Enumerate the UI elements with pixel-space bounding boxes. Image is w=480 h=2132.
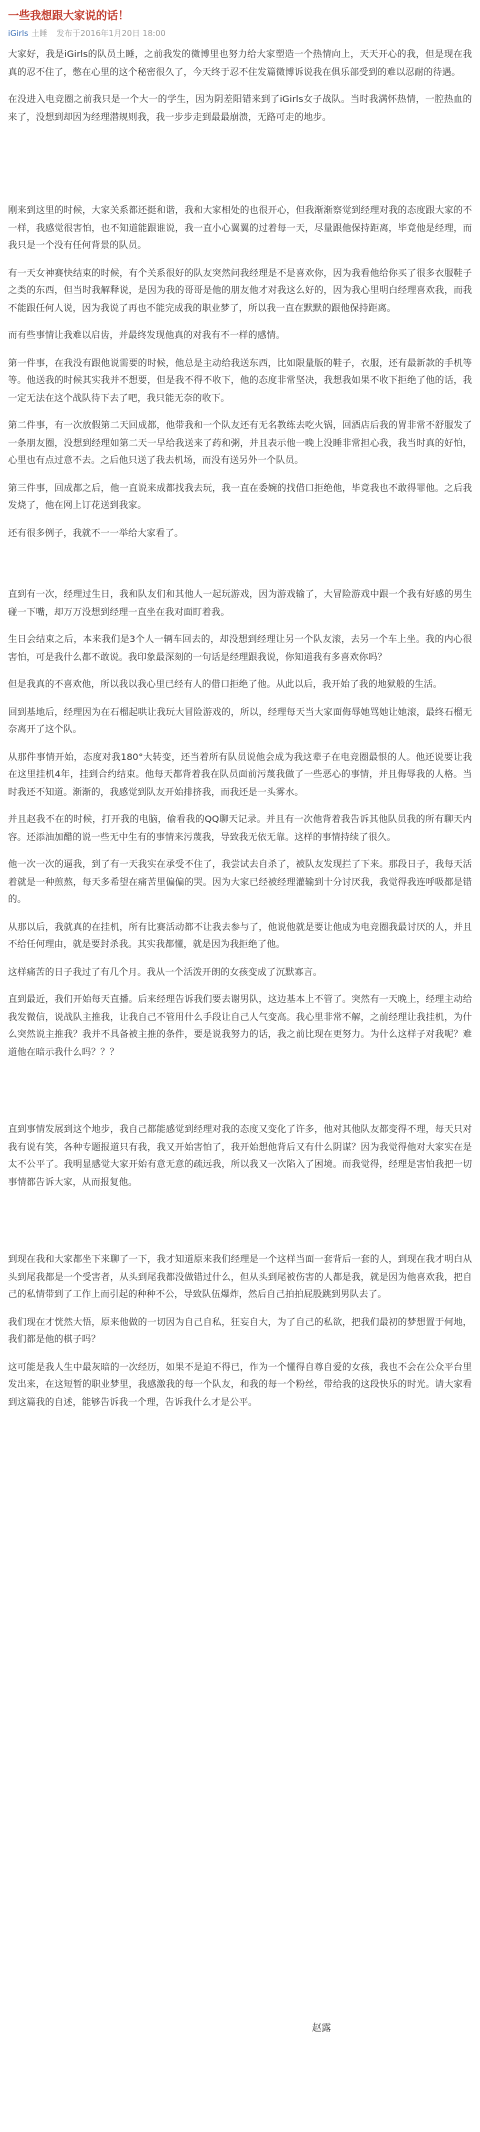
- publish-date: 发布于2016年1月20日 18:00: [56, 29, 166, 38]
- paragraph: 在没进入电竞圈之前我只是一个大一的学生，因为阴差阳错来到了iGirls女子战队。当时我满怀热情，一腔热血的来了，没想到却因为经理潜规则我，我一步步走到最最崩溃，无路可走的地步。: [8, 94, 472, 123]
- paragraph: 这可能是我人生中最灰暗的一次经历，如果不是迫不得已，作为一个懂得自尊自爱的女孩，我也不会在公众平台里发出来，在这短暂的职业梦里，我感激我的每一个队友，和我的每一个粉丝，带给我的这段快乐的时光。请大家看到这篇我的自述，能够告诉我一个理，告诉我什么才是公平。: [8, 1361, 472, 1408]
- article-body: [8, 46, 472, 1411]
- paragraph: 回到基地后，经理因为在石榴起哄让我玩大冒险游戏的，所以，经理每天当大家面侮辱她骂她让她滚，最终石榴无奈离开了这个队。: [8, 706, 472, 735]
- paragraph: 有一天女神赛快结束的时候，有个关系很好的队友突然问我经理是不是喜欢你，因为我看他给你买了很多衣服鞋子之类的东西，但当时我解释说，是因为我的哥哥是他的朋友他才对我这么好的，因为我心里明白经理喜欢我，而我不能跟任何人说，因为我说了再也不能完成我的职业梦了，所以我一直在默默的跟他保持距离。: [8, 267, 472, 314]
- paragraph: 大家好，我是iGirls的队员土睡，之前我发的微博里也努力给大家塑造一个热情向上，天天开心的我，但是现在我真的忍不住了，憋在心里的这个秘密很久了，今天终于忍不住发篇微博诉说我在俱乐部受到的难以忍耐的待遇。: [8, 49, 472, 78]
- paragraph: 他一次一次的逼我，到了有一天我实在承受不住了，我尝试去自杀了，被队友发现拦了下来。那段日子，我每天活着就是一种煎熬，每天多希望在痛苦里偏偏的哭。因为大家已经被经理灌输到十分讨厌我，我觉得我连呼吸都是错的。: [8, 859, 472, 905]
- paragraph: 这样痛苦的日子我过了有几个月。我从一个活泼开朗的女孩变成了沉默寡言。: [8, 966, 323, 978]
- signature: 赵露: [312, 2023, 332, 2034]
- paragraph: 生日会结束之后，本来我们是3个人一辆车回去的，却没想到经理让另一个队友滚，去另一个车上坐。我的内心很害怕，可是我什么都不敢说。我印象最深刻的一句话是经理跟我说，你知道我有多喜欢你吗？: [8, 634, 472, 663]
- paragraph: 第三件事，回成都之后，他一直说来成都找我去玩，我一直在委婉的找借口拒绝他，毕竟我也不敢得罪他。之后我发烧了，他在网上订花送到我家。: [8, 482, 472, 511]
- paragraph: 第二件事，有一次放假第二天回成都，他带我和一个队友还有无名教练去吃火锅，回酒店后我的胃非常不舒服发了一条朋友圈，没想到经理如第二天一早给我送来了药和粥，并且表示他一晚上没睡非常担心我，我当时真的好怕，心里也有点过意不去。之后他只送了我去机场，而没有送另外一个队员。: [8, 420, 472, 466]
- paragraph: 刚来到这里的时候，大家关系都还挺和谐，我和大家相处的也很开心，但我渐渐察觉到经理对我的态度跟大家的不一样，我感觉很害怕，也不知道能跟谁说，我一直小心翼翼的过着每一天，尽量跟他保持距离，毕竟他是经理，而我只是一个没有任何背景的队员。: [8, 205, 472, 251]
- paragraph: 从那以后，我就真的在挂机，所有比赛活动都不让我去参与了，他说他就是要让他成为电竞圈我最讨厌的人，并且不给任何理由，就是要封杀我。其实我都懂，就是因为我拒绝了他。: [8, 921, 472, 950]
- paragraph: 第一件事，在我没有跟他说需要的时候，他总是主动给我送东西，比如限量版的鞋子，衣服，还有最新款的手机等等。他送我的时候其实我并不想要，但是我不得不收下，他的态度非常坚决，我想我如果不收下拒绝了他的话，我一定无法在这个战队待下去了吧，我只能无奈的收下。: [8, 357, 472, 404]
- paragraph: 还有很多例子，我就不一一举给大家看了。: [8, 527, 184, 539]
- paragraph: 直到有一次，经理过生日，我和队友们和其他人一起玩游戏，因为游戏输了，大冒险游戏中跟一个我有好感的男生碰一下嘴，却万万没想到经理一直坐在我对面盯着我。: [8, 589, 472, 618]
- paragraph: 直到事情发展到这个地步，我自己都能感觉到经理对我的态度又变化了许多，他对其他队友都变得不理，每天只对我有说有笑，各种专题报道只有我，我又开始害怕了，我开始想他背后又有什么阴谋？因为我觉得他对大家实在是太不公平了。我明显感觉大家开始有意无意的疏远我，所以我又一次陷入了困境。而我觉得，经理是害怕我把一切事情都告诉大家，从而报复他。: [8, 1124, 472, 1188]
- article-title: 一些我想跟大家说的话！: [8, 9, 129, 22]
- article-meta: [8, 28, 472, 40]
- paragraph: 到现在我和大家都坐下来聊了一下，我才知道原来我们经理是一个这样当面一套背后一套的人，到现在我才明白从头到尾我都是一个受害者，从头到尾我都没做错过什么，但从头到尾被伤害的人都是我，就是因为他喜欢我，把自己的私情带到了工作上而引起的种种不公，导致队伍爆炸，然后自己拍拍屁股跳到男队去了。: [8, 1254, 472, 1300]
- author-link[interactable]: iGirls: [8, 29, 29, 38]
- paragraph: 并且赵我不在的时候，打开我的电脑，偷看我的QQ聊天记录。并且有一次他背着我告诉其他队员我的所有聊天内容。还添油加醋的说一些无中生有的事情来污蔑我，导致我无依无靠。这样的事情持续了很久。: [8, 814, 472, 843]
- paragraph: 直到最近，我们开始每天直播。后来经理告诉我们要去谢男队，这边基本上不管了。突然有一天晚上，经理主动给我发微信，说战队主推我，让我自己不管用什么手段让自己人气变高。我心里非常不解，之前经理让我挂机，为什么突然说主推我？我并不具备被主推的条件，要是说我努力的话，我之前比现在更努力。为什么这样子对我呢？难道他在暗示我什么吗？？？: [8, 994, 472, 1058]
- paragraph: 而有些事情让我难以启齿，并最终发现他真的对我有不一样的感情。: [8, 330, 286, 341]
- author-badge: 土睡: [31, 29, 48, 38]
- paragraph: 我们现在才恍然大悟，原来他做的一切因为自己自私，狂妄自大，为了自己的私欲，把我们最初的梦想置于何地，我们都是他的棋子吗？: [8, 1316, 472, 1345]
- paragraph: 但是我真的不喜欢他，所以我以我心里已经有人的借口拒绝了他。从此以后，我开始了我的地狱般的生活。: [8, 679, 443, 690]
- paragraph: 从那件事情开始，态度对我180°大转变，还当着所有队员说他会成为我这辈子在电竞圈最恨的人。他还说要让我在这里挂机4年，挂到合约结束。他每天都背着我在队员面前污蔑我做了一些恶心的事情，并且侮辱我的人格。当时我还不知道。渐渐的，我感觉到队友开始排挤我，而我还是一头雾水。: [8, 751, 472, 798]
